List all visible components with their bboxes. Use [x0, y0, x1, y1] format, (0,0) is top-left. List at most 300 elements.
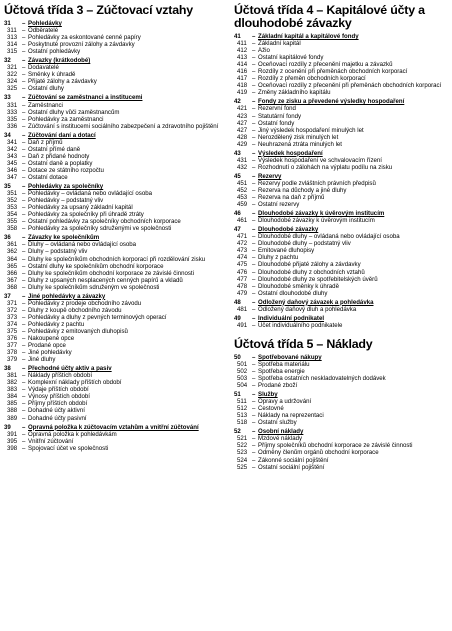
- group-name: Pohledávky: [28, 20, 62, 27]
- account-number: 355: [7, 218, 18, 226]
- account-item: [4, 321, 226, 328]
- account-number: 311: [7, 27, 17, 35]
- dash-separator: –: [252, 98, 256, 106]
- account-number: 385: [7, 400, 18, 408]
- account-name: Nakoupené opce: [28, 335, 75, 343]
- account-item: [4, 123, 226, 130]
- account-item: [234, 269, 450, 276]
- group-header: [234, 391, 450, 398]
- account-number: 346: [7, 166, 18, 174]
- account-group: [234, 315, 450, 329]
- group-number: 51: [234, 391, 241, 399]
- account-group: [234, 299, 450, 313]
- account-name: Oceňovací rozdíly z přecenění majetku a závazků: [258, 61, 393, 69]
- group-header: [234, 354, 450, 361]
- group-header: [4, 57, 226, 64]
- account-name: Výdaje příštích období: [28, 386, 89, 394]
- account-item: [234, 240, 450, 247]
- account-name: Ostatní služby: [258, 419, 297, 427]
- dash-separator: –: [22, 218, 26, 226]
- account-item: [234, 405, 450, 412]
- dash-separator: –: [252, 405, 256, 413]
- group-name: Dlouhodobé závazky k úvěrovým institucím: [258, 210, 385, 218]
- account-item: [4, 300, 226, 307]
- dash-separator: –: [252, 282, 256, 290]
- account-item: [234, 105, 450, 112]
- account-item: [234, 449, 450, 456]
- account-item: [234, 47, 450, 54]
- account-name: Dluhy ke společníkům obchodní korporace ze závislé činnosti: [28, 269, 194, 277]
- account-name: Rezervní fond: [258, 105, 296, 113]
- account-group: [4, 57, 226, 92]
- dash-separator: –: [22, 342, 26, 350]
- group-number: 37: [4, 292, 11, 300]
- account-number: 374: [7, 320, 18, 328]
- account-name: Dohadné účty aktivní: [28, 407, 85, 415]
- dash-separator: –: [22, 248, 26, 256]
- account-item: [234, 187, 450, 194]
- account-number: 379: [7, 356, 18, 364]
- account-name: Ostatní daně a poplatky: [28, 159, 93, 167]
- account-name: Dlouhodobé přijaté zálohy a závdavky: [258, 261, 361, 269]
- dash-separator: –: [252, 233, 256, 241]
- account-name: Dlouhodobé závazky k úvěrovým institucím: [258, 217, 375, 225]
- dash-separator: –: [22, 255, 26, 263]
- account-name: Ostatní sociální pojištění: [258, 463, 325, 471]
- dash-separator: –: [22, 386, 26, 394]
- account-number: 365: [7, 262, 18, 270]
- account-number: 333: [7, 108, 18, 116]
- account-name: Dlouhodobé směnky k úhradě: [258, 282, 339, 290]
- dash-separator: –: [22, 131, 26, 139]
- group-header: [234, 315, 450, 322]
- account-group: [234, 98, 450, 147]
- group-number: 32: [4, 57, 11, 65]
- dash-separator: –: [252, 126, 256, 134]
- account-item: [4, 139, 226, 146]
- account-item: [234, 120, 450, 127]
- account-item: [4, 342, 226, 349]
- account-number: 384: [7, 393, 18, 401]
- account-number: 481: [237, 305, 248, 313]
- account-number: 451: [237, 179, 248, 187]
- account-item: [4, 400, 226, 407]
- dash-separator: –: [252, 217, 256, 225]
- group-number: 34: [4, 131, 11, 139]
- dash-separator: –: [22, 430, 26, 438]
- dash-separator: –: [22, 365, 26, 373]
- dash-separator: –: [22, 101, 26, 109]
- account-number: 335: [7, 115, 18, 123]
- column-left: [4, 4, 226, 452]
- account-number: 413: [237, 54, 248, 62]
- account-item: [234, 247, 450, 254]
- dash-separator: –: [22, 204, 26, 212]
- account-number: 376: [7, 335, 18, 343]
- account-name: Náklady na reprezentaci: [258, 412, 324, 420]
- account-item: [234, 254, 450, 261]
- account-item: [4, 256, 226, 263]
- account-name: Směnky k úhradě: [28, 71, 76, 79]
- account-item: [234, 457, 450, 464]
- group-number: 42: [234, 98, 241, 106]
- dash-separator: –: [252, 398, 256, 406]
- column-right: [234, 4, 450, 471]
- group-name: Fondy ze zisku a převedené výsledky hospodaření: [258, 98, 405, 106]
- dash-separator: –: [22, 115, 26, 123]
- group-name: Zúčtování daní a dotací: [28, 131, 96, 139]
- group-name: Dlouhodobé závazky: [258, 226, 319, 234]
- account-number: 395: [7, 437, 18, 445]
- account-name: Základní kapitál: [258, 40, 301, 48]
- account-number: 513: [237, 412, 248, 420]
- account-number: 345: [7, 159, 18, 167]
- account-number: 524: [237, 456, 248, 464]
- account-number: 382: [7, 379, 18, 387]
- account-item: [234, 276, 450, 283]
- account-item: [234, 164, 450, 171]
- dash-separator: –: [22, 41, 26, 49]
- account-item: [234, 89, 450, 96]
- account-name: Ostatní pohledávky za společníky obchodních korporace: [28, 218, 181, 226]
- dash-separator: –: [252, 163, 256, 171]
- account-number: 368: [7, 283, 18, 291]
- account-group: [4, 234, 226, 290]
- account-item: [4, 27, 226, 34]
- account-name: Vnitřní zúčtování: [28, 437, 74, 445]
- group-header: [4, 132, 226, 139]
- account-group: [4, 293, 226, 363]
- account-item: [4, 335, 226, 342]
- dash-separator: –: [22, 327, 26, 335]
- group-number: 45: [234, 172, 241, 180]
- dash-separator: –: [252, 314, 256, 322]
- group-header: [234, 226, 450, 233]
- dash-separator: –: [22, 269, 26, 277]
- account-number: 475: [237, 261, 248, 269]
- account-number: 324: [7, 78, 18, 86]
- account-item: [4, 445, 226, 452]
- dash-separator: –: [252, 463, 256, 471]
- dash-separator: –: [22, 414, 26, 422]
- account-name: Jiné pohledávky: [28, 349, 72, 357]
- dash-separator: –: [22, 335, 26, 343]
- account-name: Nerozdělený zisk minulých let: [258, 133, 339, 141]
- account-number: 367: [7, 276, 18, 284]
- account-number: 453: [237, 194, 248, 202]
- account-name: Dluhy z koupě obchodního závodu: [28, 306, 122, 314]
- account-name: Zákonné sociální pojištění: [258, 456, 329, 464]
- dash-separator: –: [252, 179, 256, 187]
- account-group: [234, 354, 450, 389]
- dash-separator: –: [22, 262, 26, 270]
- dash-separator: –: [22, 407, 26, 415]
- account-name: Dlouhodobé dluhy – ovládaná nebo ovládající osoba: [258, 233, 400, 241]
- account-name: Pohledávky z prodeje obchodního závodu: [28, 299, 142, 307]
- dash-separator: –: [22, 423, 26, 431]
- account-name: Pohledávky z pachtu: [28, 320, 85, 328]
- account-name: Dohadné účty pasivní: [28, 414, 87, 422]
- dash-separator: –: [252, 68, 256, 76]
- account-number: 511: [237, 398, 247, 406]
- account-group: [234, 33, 450, 96]
- dash-separator: –: [22, 85, 26, 93]
- account-number: 461: [237, 217, 248, 225]
- account-number: 427: [237, 119, 248, 127]
- account-item: [4, 349, 226, 356]
- account-item: [234, 368, 450, 375]
- dash-separator: –: [22, 393, 26, 401]
- dash-separator: –: [22, 64, 26, 72]
- dash-separator: –: [22, 145, 26, 153]
- account-group: [4, 183, 226, 232]
- account-item: [4, 85, 226, 92]
- account-name: Pohledávky za společníky sdruženými ve společnosti: [28, 225, 172, 233]
- account-item: [234, 82, 450, 89]
- account-item: [234, 382, 450, 389]
- dash-separator: –: [22, 356, 26, 364]
- account-item: [234, 194, 450, 201]
- group-number: 41: [234, 33, 241, 40]
- group-number: 38: [4, 365, 11, 373]
- dash-separator: –: [22, 400, 26, 408]
- dash-separator: –: [252, 367, 256, 375]
- account-number: 491: [237, 321, 248, 329]
- account-item: [4, 102, 226, 109]
- account-name: Ostatní přímé daně: [28, 145, 81, 153]
- dash-separator: –: [252, 240, 256, 248]
- account-number: 417: [237, 75, 248, 83]
- account-number: 504: [237, 382, 248, 390]
- account-number: 389: [7, 414, 18, 422]
- account-item: [234, 464, 450, 471]
- account-name: Spotřeba energie: [258, 367, 305, 375]
- account-item: [4, 372, 226, 379]
- account-number: 414: [237, 61, 248, 69]
- dash-separator: –: [252, 412, 256, 420]
- class-5-title: Účtová třída 5 – Náklady: [234, 336, 373, 351]
- account-name: Prodané opce: [28, 342, 66, 350]
- account-number: 358: [7, 225, 18, 233]
- group-name: Osobní náklady: [258, 428, 304, 436]
- account-name: Dotace ze státního rozpočtu: [28, 166, 104, 174]
- dash-separator: –: [252, 75, 256, 83]
- account-item: [4, 41, 226, 48]
- group-name: Přechodné účty aktiv a pasiv: [28, 365, 112, 373]
- account-item: [234, 217, 450, 224]
- account-name: Pohledávky z emitovaných dluhopisů: [28, 327, 128, 335]
- account-number: 473: [237, 247, 248, 255]
- account-number: 353: [7, 204, 18, 212]
- account-name: Prodané zboží: [258, 382, 298, 390]
- dash-separator: –: [252, 247, 256, 255]
- dash-separator: –: [22, 122, 26, 130]
- group-name: Výsledek hospodaření: [258, 149, 323, 157]
- dash-separator: –: [22, 241, 26, 249]
- account-number: 341: [7, 138, 18, 146]
- account-number: 371: [7, 299, 18, 307]
- account-number: 378: [7, 349, 18, 357]
- account-number: 366: [7, 269, 18, 277]
- account-name: Ostatní dluhy ke společníkům obchodní korporace: [28, 262, 164, 270]
- dash-separator: –: [22, 437, 26, 445]
- account-item: [234, 201, 450, 208]
- account-item: [4, 277, 226, 284]
- group-header: [234, 150, 450, 157]
- account-name: Pohledávky – ovládaná nebo ovládající osoba: [28, 190, 152, 198]
- dash-separator: –: [252, 428, 256, 436]
- account-name: Účet individuálního podnikatele: [258, 321, 343, 329]
- dash-separator: –: [22, 20, 26, 27]
- account-name: Dlouhodobé dluhy – podstatný vliv: [258, 240, 351, 248]
- group-header: [234, 98, 450, 105]
- account-number: 479: [237, 289, 248, 297]
- dash-separator: –: [22, 234, 26, 242]
- account-name: Dlouhodobé dluhy z obchodních vztahů: [258, 268, 365, 276]
- account-group: [4, 20, 226, 55]
- account-item: [234, 113, 450, 120]
- dash-separator: –: [252, 442, 256, 450]
- account-item: [4, 386, 226, 393]
- account-number: 372: [7, 306, 18, 314]
- account-item: [234, 180, 450, 187]
- account-name: Rozdíly z ocenění při přeměnách obchodních korporací: [258, 68, 408, 76]
- account-number: 388: [7, 407, 18, 415]
- dash-separator: –: [22, 159, 26, 167]
- class-3-title: Účtová třída 3 – Zúčtovací vztahy: [4, 3, 193, 17]
- account-item: [4, 116, 226, 123]
- account-name: Dodavatelé: [28, 64, 59, 72]
- account-name: Emitované dluhopisy: [258, 247, 315, 255]
- account-number: 423: [237, 112, 248, 120]
- dash-separator: –: [22, 299, 26, 307]
- dash-separator: –: [22, 211, 26, 219]
- account-number: 452: [237, 186, 248, 194]
- dash-separator: –: [22, 138, 26, 146]
- account-number: 518: [237, 419, 248, 427]
- dash-separator: –: [252, 419, 256, 427]
- dash-separator: –: [22, 94, 26, 102]
- dash-separator: –: [22, 349, 26, 357]
- account-number: 501: [237, 360, 248, 368]
- account-number: 477: [237, 275, 248, 283]
- class-4-groups: [234, 33, 450, 329]
- dash-separator: –: [252, 353, 256, 361]
- account-item: [234, 40, 450, 47]
- account-name: Dluhy ke společníkům obchodních korporací při rozdělování zisku: [28, 255, 206, 263]
- dash-separator: –: [22, 71, 26, 79]
- dash-separator: –: [252, 105, 256, 113]
- account-number: 459: [237, 201, 248, 209]
- dash-separator: –: [252, 82, 256, 90]
- account-number: 421: [237, 105, 248, 113]
- account-item: [4, 225, 226, 232]
- dash-separator: –: [22, 283, 26, 291]
- account-item: [234, 61, 450, 68]
- dash-separator: –: [252, 119, 256, 127]
- account-item: [234, 435, 450, 442]
- account-name: Opravy a udržování: [258, 398, 312, 406]
- account-item: [234, 442, 450, 449]
- group-header: [4, 234, 226, 241]
- account-name: Rezervy podle zvláštních právních předpisů: [258, 179, 376, 187]
- account-number: 521: [237, 435, 248, 443]
- group-name: Jiné pohledávky a závazky: [28, 292, 106, 300]
- account-group: [234, 226, 450, 296]
- account-name: Náklady příštích období: [28, 372, 93, 380]
- account-name: Rezerva na důchody a jiné dluhy: [258, 186, 347, 194]
- account-item: [4, 78, 226, 85]
- dash-separator: –: [252, 382, 256, 390]
- account-name: Pohledávky za zaměstnanci: [28, 115, 104, 123]
- group-number: 39: [4, 423, 11, 431]
- dash-separator: –: [252, 375, 256, 383]
- account-name: Ostatní dlouhodobé dluhy: [258, 289, 328, 297]
- account-item: [234, 361, 450, 368]
- group-header: [4, 293, 226, 300]
- account-number: 503: [237, 375, 248, 383]
- account-group: [4, 365, 226, 421]
- account-group: [234, 173, 450, 208]
- group-header: [234, 299, 450, 306]
- account-name: Rozhodnutí o zálohách na výplatu podílu na zisku: [258, 163, 393, 171]
- account-name: Dluhy z upsaných nesplacených cenných papírů a vkladů: [28, 276, 183, 284]
- account-number: 416: [237, 68, 248, 76]
- account-name: Výsledek hospodaření ve schvalovacím řízení: [258, 156, 382, 164]
- group-name: Spotřebované nákupy: [258, 353, 322, 361]
- dash-separator: –: [252, 40, 256, 48]
- account-name: Ostatní kapitálové fondy: [258, 54, 324, 62]
- group-header: [4, 94, 226, 101]
- account-name: Ostatní rezervy: [258, 201, 300, 209]
- dash-separator: –: [22, 166, 26, 174]
- group-number: 47: [234, 226, 241, 234]
- account-number: 364: [7, 255, 18, 263]
- account-item: [234, 233, 450, 240]
- account-number: 429: [237, 140, 248, 148]
- account-number: 418: [237, 82, 248, 90]
- account-number: 419: [237, 89, 248, 97]
- group-number: 52: [234, 428, 241, 436]
- account-name: Ostatní pohledávky: [28, 48, 81, 56]
- account-number: 314: [7, 41, 18, 49]
- account-name: Poskytnuté provozní zálohy a závdavky: [28, 41, 135, 49]
- dash-separator: –: [22, 27, 26, 35]
- dash-separator: –: [252, 456, 256, 464]
- dash-separator: –: [22, 313, 26, 321]
- account-number: 352: [7, 197, 18, 205]
- dash-separator: –: [22, 78, 26, 86]
- dash-separator: –: [22, 306, 26, 314]
- account-item: [4, 328, 226, 335]
- account-name: Spotřeba materiálu: [258, 360, 310, 368]
- account-number: 432: [237, 163, 248, 171]
- dash-separator: –: [252, 186, 256, 194]
- account-group: [234, 150, 450, 171]
- account-item: [4, 71, 226, 78]
- account-name: Daň z přidané hodnoty: [28, 152, 90, 160]
- group-name: Odložený daňový závazek a pohledávka: [258, 298, 374, 306]
- dash-separator: –: [252, 156, 256, 164]
- account-number: 336: [7, 122, 18, 130]
- account-number: 354: [7, 211, 18, 219]
- dash-separator: –: [252, 321, 256, 329]
- account-number: 398: [7, 444, 18, 452]
- account-number: 427: [237, 126, 248, 134]
- dash-separator: –: [252, 33, 256, 40]
- account-name: Statutární fondy: [258, 112, 302, 120]
- account-item: [4, 190, 226, 197]
